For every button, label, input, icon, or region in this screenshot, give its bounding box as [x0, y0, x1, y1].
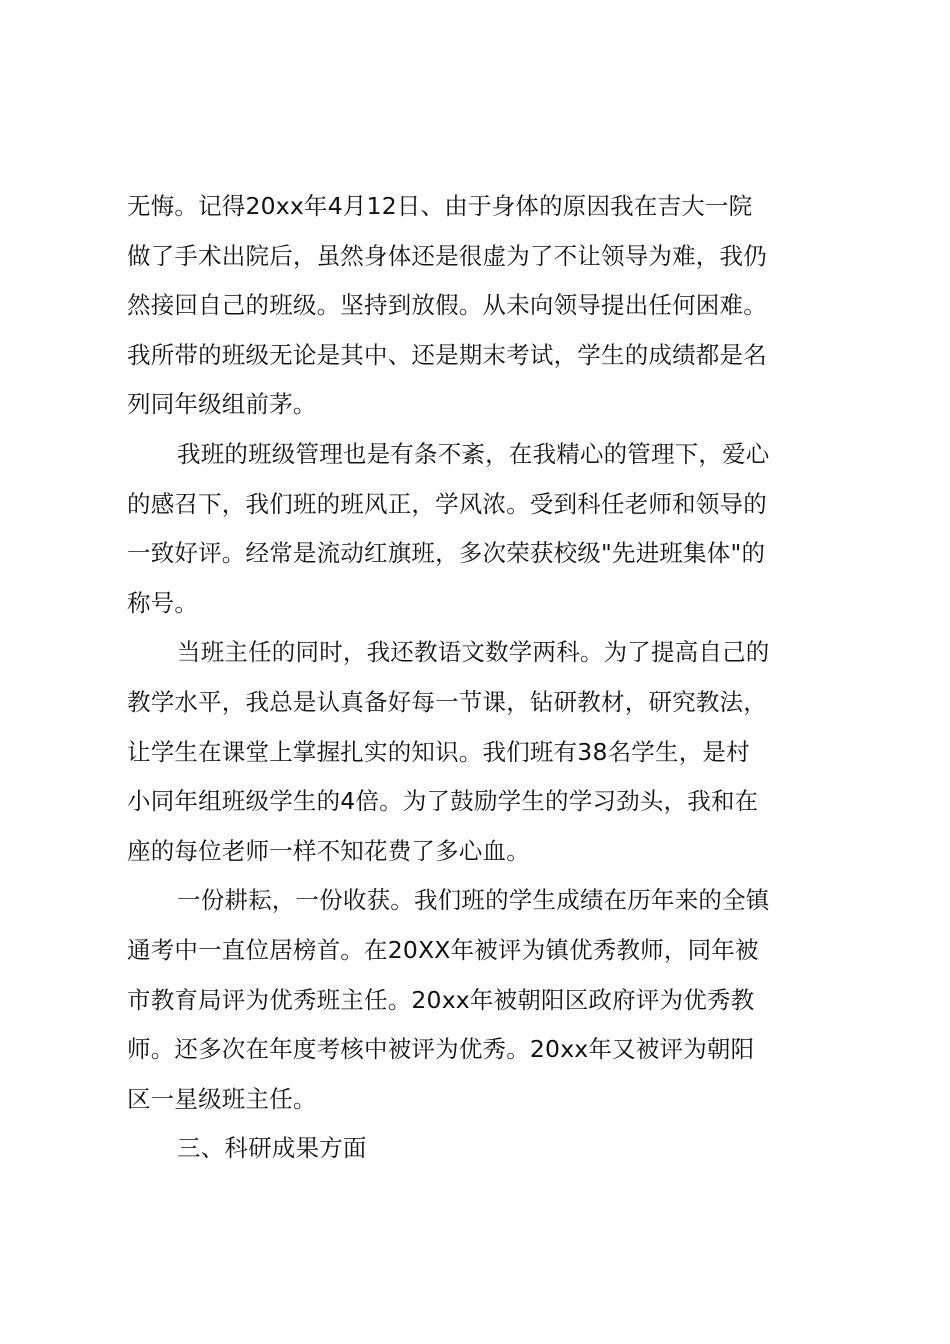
text-line: 座的每位老师一样不知花费了多心血。 — [127, 836, 530, 865]
text-line: 通考中一直位居榜首。在20XX年被评为镇优秀教师，同年被 — [127, 935, 759, 964]
text-line: 然接回自己的班级。坚持到放假。从未向领导提出任何困难。 — [127, 291, 767, 320]
text-line: 市教育局评为优秀班主任。20xx年被朝阳区政府评为优秀教 — [127, 985, 755, 1014]
text-line: 无悔。记得20xx年4月12日、由于身体的原因我在吉大一院 — [127, 192, 753, 220]
text-line: 小同年组班级学生的4倍。为了鼓励学生的学习劲头，我和在 — [127, 787, 759, 816]
document-body — [127, 182, 837, 1174]
text-line: 教学水平，我总是认真备好每一节课，钻研教材，研究教法， — [127, 687, 767, 716]
text-line: 的感召下，我们班的班风正，学风浓。受到科任老师和领导的 — [127, 489, 767, 518]
text-line: 做了手术出院后，虽然身体还是很虚为了不让领导为难，我仍 — [127, 241, 767, 270]
section-heading: 三、科研成果方面 — [177, 1134, 367, 1163]
paragraph-start-line: 当班主任的同时，我还教语文数学两科。为了提高自己的 — [177, 638, 770, 667]
text-line: 师。还多次在年度考核中被评为优秀。20xx年又被评为朝阳 — [127, 1035, 755, 1064]
text-line: 称号。 — [127, 588, 199, 617]
paragraph-start-line: 一份耕耘，一份收获。我们班的学生成绩在历年来的全镇 — [177, 886, 770, 915]
text-line: 让学生在课堂上掌握扎实的知识。我们班有38名学生，是村 — [127, 737, 750, 766]
text-line: 我所带的班级无论是其中、还是期末考试，学生的成绩都是名 — [127, 340, 767, 369]
text-line: 区一星级班主任。 — [127, 1084, 317, 1113]
text-line: 列同年级组前茅。 — [127, 390, 317, 419]
paragraph-start-line: 我班的班级管理也是有条不紊，在我精心的管理下，爱心 — [177, 439, 770, 468]
text-line: 一致好评。经常是流动红旗班，多次荣获校级"先进班集体"的 — [127, 539, 766, 568]
